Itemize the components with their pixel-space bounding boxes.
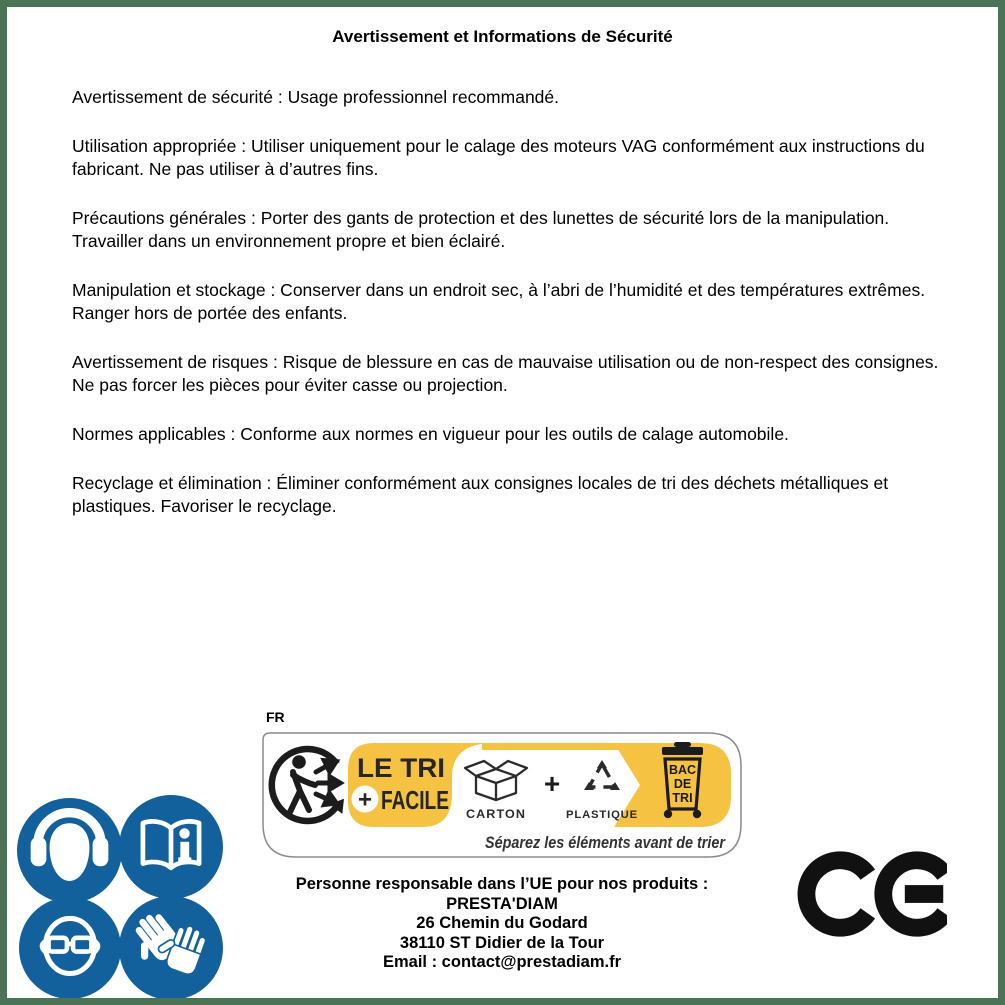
material-carton-label: CARTON — [466, 809, 526, 821]
safety-text-block — [72, 86, 952, 544]
info-tri-recycling-label — [262, 732, 742, 858]
safety-paragraph: Utilisation appropriée : Utiliser uniquement pour le calage des moteurs VAG conformément aux instructions du fabricant. Ne pas utiliser à d’autres fins. — [72, 136, 925, 179]
materials-plus: + — [543, 768, 561, 799]
read-manual-icon — [119, 795, 223, 899]
safety-paragraph: Précautions générales : Porter des gants de protection et des lunettes de sécurité lors de la manipulation. Travailler dans un environnement propre et bien éclairé. — [72, 208, 890, 251]
safety-paragraph: Avertissement de sécurité : Usage professionnel recommandé. — [72, 87, 560, 107]
address-street: 26 Chemin du Godard — [416, 914, 588, 932]
protective-gloves-icon — [119, 896, 223, 1000]
headline-facile: FACILE — [381, 785, 449, 815]
responsible-intro: Personne responsable dans l’UE pour nos produits : — [295, 875, 709, 893]
safety-paragraph: Recyclage et élimination : Éliminer conformément aux consignes locales de tri des déchets métalliques et plastiques. Favoriser le recyclage. — [72, 473, 889, 516]
safety-paragraph: Avertissement de risques : Risque de blessure en cas de mauvaise utilisation ou de non-respect des consignes. Ne pas forcer les pièces pour éviter casse ou projection. — [72, 352, 939, 395]
fr-country-code: FR — [266, 709, 285, 725]
headline-le-tri: LE TRI — [357, 753, 445, 783]
headline-plus: + — [357, 786, 373, 814]
mandatory-icons-grid — [10, 788, 225, 998]
bin-label-tri: TRI — [672, 791, 693, 805]
sorting-instruction: Séparez les éléments avant de trier — [485, 834, 727, 852]
safety-paragraph: Normes applicables : Conforme aux normes en vigueur pour les outils de calage automobile. — [72, 424, 789, 444]
bin-label-bac: BAC — [668, 763, 697, 777]
page-title: Avertissement et Informations de Sécurité — [332, 27, 673, 46]
safety-paragraph: Manipulation et stockage : Conserver dans un endroit sec, à l’abri de l’humidité et des températures extrêmes. Ranger hors de portée des enfants. — [72, 280, 926, 323]
contact-email: Email : contact@prestadiam.fr — [383, 953, 621, 971]
material-plastique-label: PLASTIQUE — [566, 809, 638, 821]
responsible-person-block — [262, 875, 742, 973]
eye-protection-icon — [19, 897, 121, 999]
ear-protection-icon — [17, 798, 122, 903]
address-city: 38110 ST Didier de la Tour — [399, 933, 605, 952]
company-name: PRESTA'DIAM — [446, 894, 558, 913]
ce-marking-icon — [797, 845, 947, 943]
bin-label-de: DE — [673, 777, 692, 791]
